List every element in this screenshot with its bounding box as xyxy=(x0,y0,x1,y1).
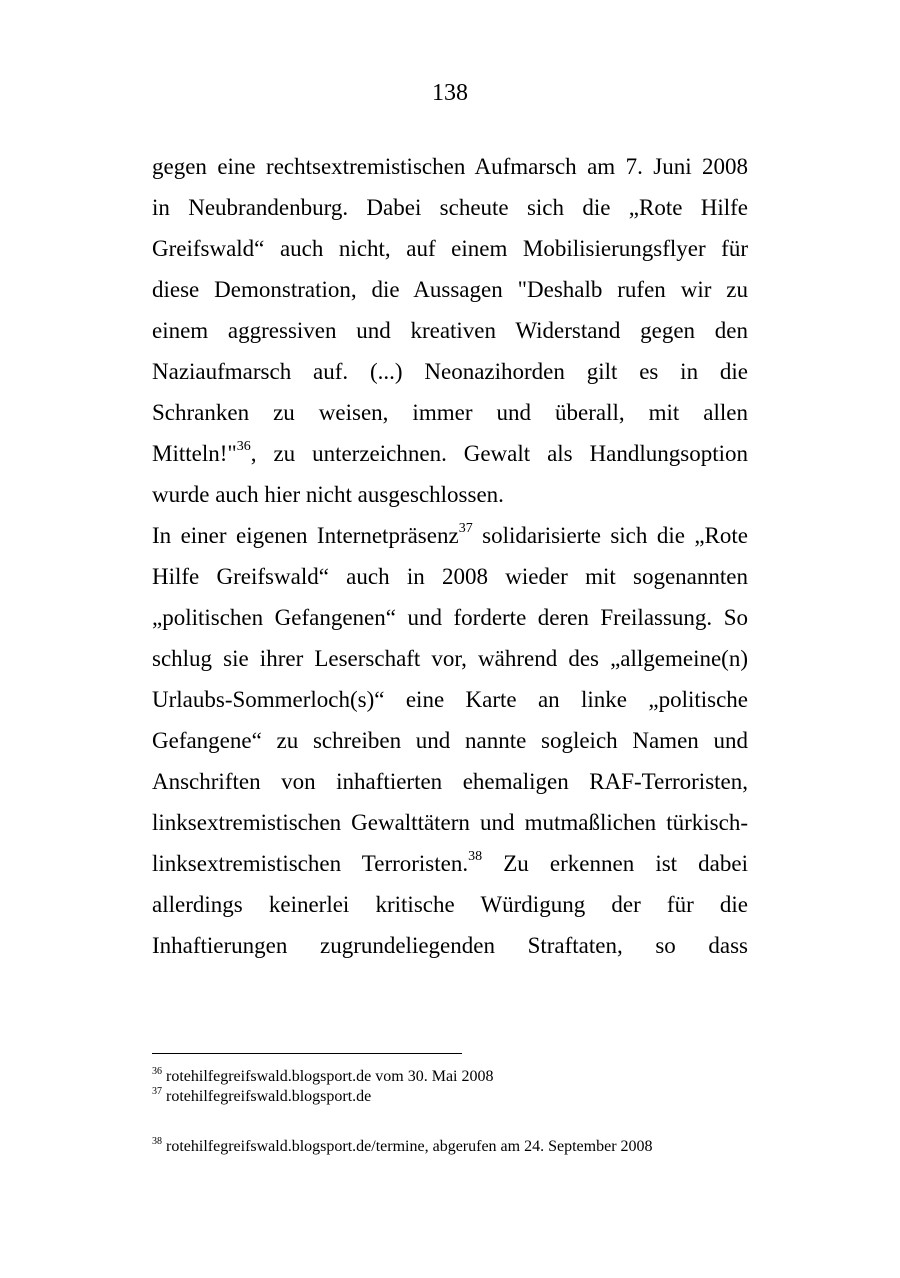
footnote-text: rotehilfegreifswald.blogsport.de vom 30. Mai 2008 xyxy=(166,1068,494,1085)
text-line: wurde auch hier nicht ausgeschlossen. xyxy=(152,482,504,507)
text-line: Naziaufmarsch auf. (...) Neonazihorden gilt es in die xyxy=(152,359,748,384)
footnote-reference: 37 xyxy=(458,521,473,537)
footnote xyxy=(152,1067,752,1087)
footnote-marker: 37 xyxy=(152,1085,162,1097)
text-segment: linksextremistischen Terroristen. xyxy=(152,851,469,876)
footnote-reference: 36 xyxy=(236,439,251,455)
text-line: einem aggressiven und kreativen Widerstand gegen den xyxy=(152,318,748,343)
text-segment: In einer eigenen Internetpräsenz xyxy=(152,523,459,548)
text-line: in Neubrandenburg. Dabei scheute sich die „Rote Hilfe xyxy=(152,195,748,220)
text-line: Schranken zu weisen, immer und überall, mit allen xyxy=(152,400,748,425)
footnote xyxy=(152,1087,752,1107)
footnote-text: rotehilfegreifswald.blogsport.de xyxy=(166,1088,372,1105)
text-line xyxy=(152,433,748,474)
text-segment: Zu erkennen ist dabei xyxy=(482,851,748,876)
text-line: Hilfe Greifswald“ auch in 2008 wieder mit sogenannten xyxy=(152,564,748,589)
text-line: gegen eine rechtsextremistischen Aufmarsch am 7. Juni 2008 xyxy=(152,154,748,179)
footnote-marker: 38 xyxy=(152,1135,162,1147)
page-number: 138 xyxy=(432,80,468,106)
footnote-text: rotehilfegreifswald.blogsport.de/termine, abgerufen am 24. September 2008 xyxy=(166,1138,653,1155)
footnote xyxy=(152,1137,752,1157)
text-line: Inhaftierungen zugrundeliegenden Straftaten, so dass xyxy=(152,933,748,958)
footnote-separator xyxy=(152,1053,462,1054)
text-line xyxy=(152,843,748,884)
text-line: Anschriften von inhaftierten ehemaligen RAF-Terroristen, xyxy=(152,769,748,794)
text-line: diese Demonstration, die Aussagen "Deshalb rufen wir zu xyxy=(152,277,748,302)
text-line: linksextremistischen Gewalttätern und mutmaßlichen türkisch- xyxy=(152,810,748,835)
text-line xyxy=(152,515,748,556)
footnote-reference: 38 xyxy=(468,849,483,865)
text-segment: , zu unterzeichnen. Gewalt als Handlungsoption xyxy=(250,441,748,466)
text-line: Urlaubs-Sommerloch(s)“ eine Karte an linke „politische xyxy=(152,687,748,712)
text-line: Gefangene“ zu schreiben und nannte sogleich Namen und xyxy=(152,728,748,753)
body-text xyxy=(152,146,748,966)
footnote-marker: 36 xyxy=(152,1065,162,1077)
text-line: Greifswald“ auch nicht, auf einem Mobilisierungsflyer für xyxy=(152,236,748,261)
text-line: „politischen Gefangenen“ und forderte deren Freilassung. So xyxy=(152,605,748,630)
text-line: allerdings keinerlei kritische Würdigung der für die xyxy=(152,892,748,917)
text-segment: Mitteln!" xyxy=(152,441,237,466)
text-line: schlug sie ihrer Leserschaft vor, während des „allgemeine(n) xyxy=(152,646,748,671)
text-segment: solidarisierte sich die „Rote xyxy=(472,523,748,548)
